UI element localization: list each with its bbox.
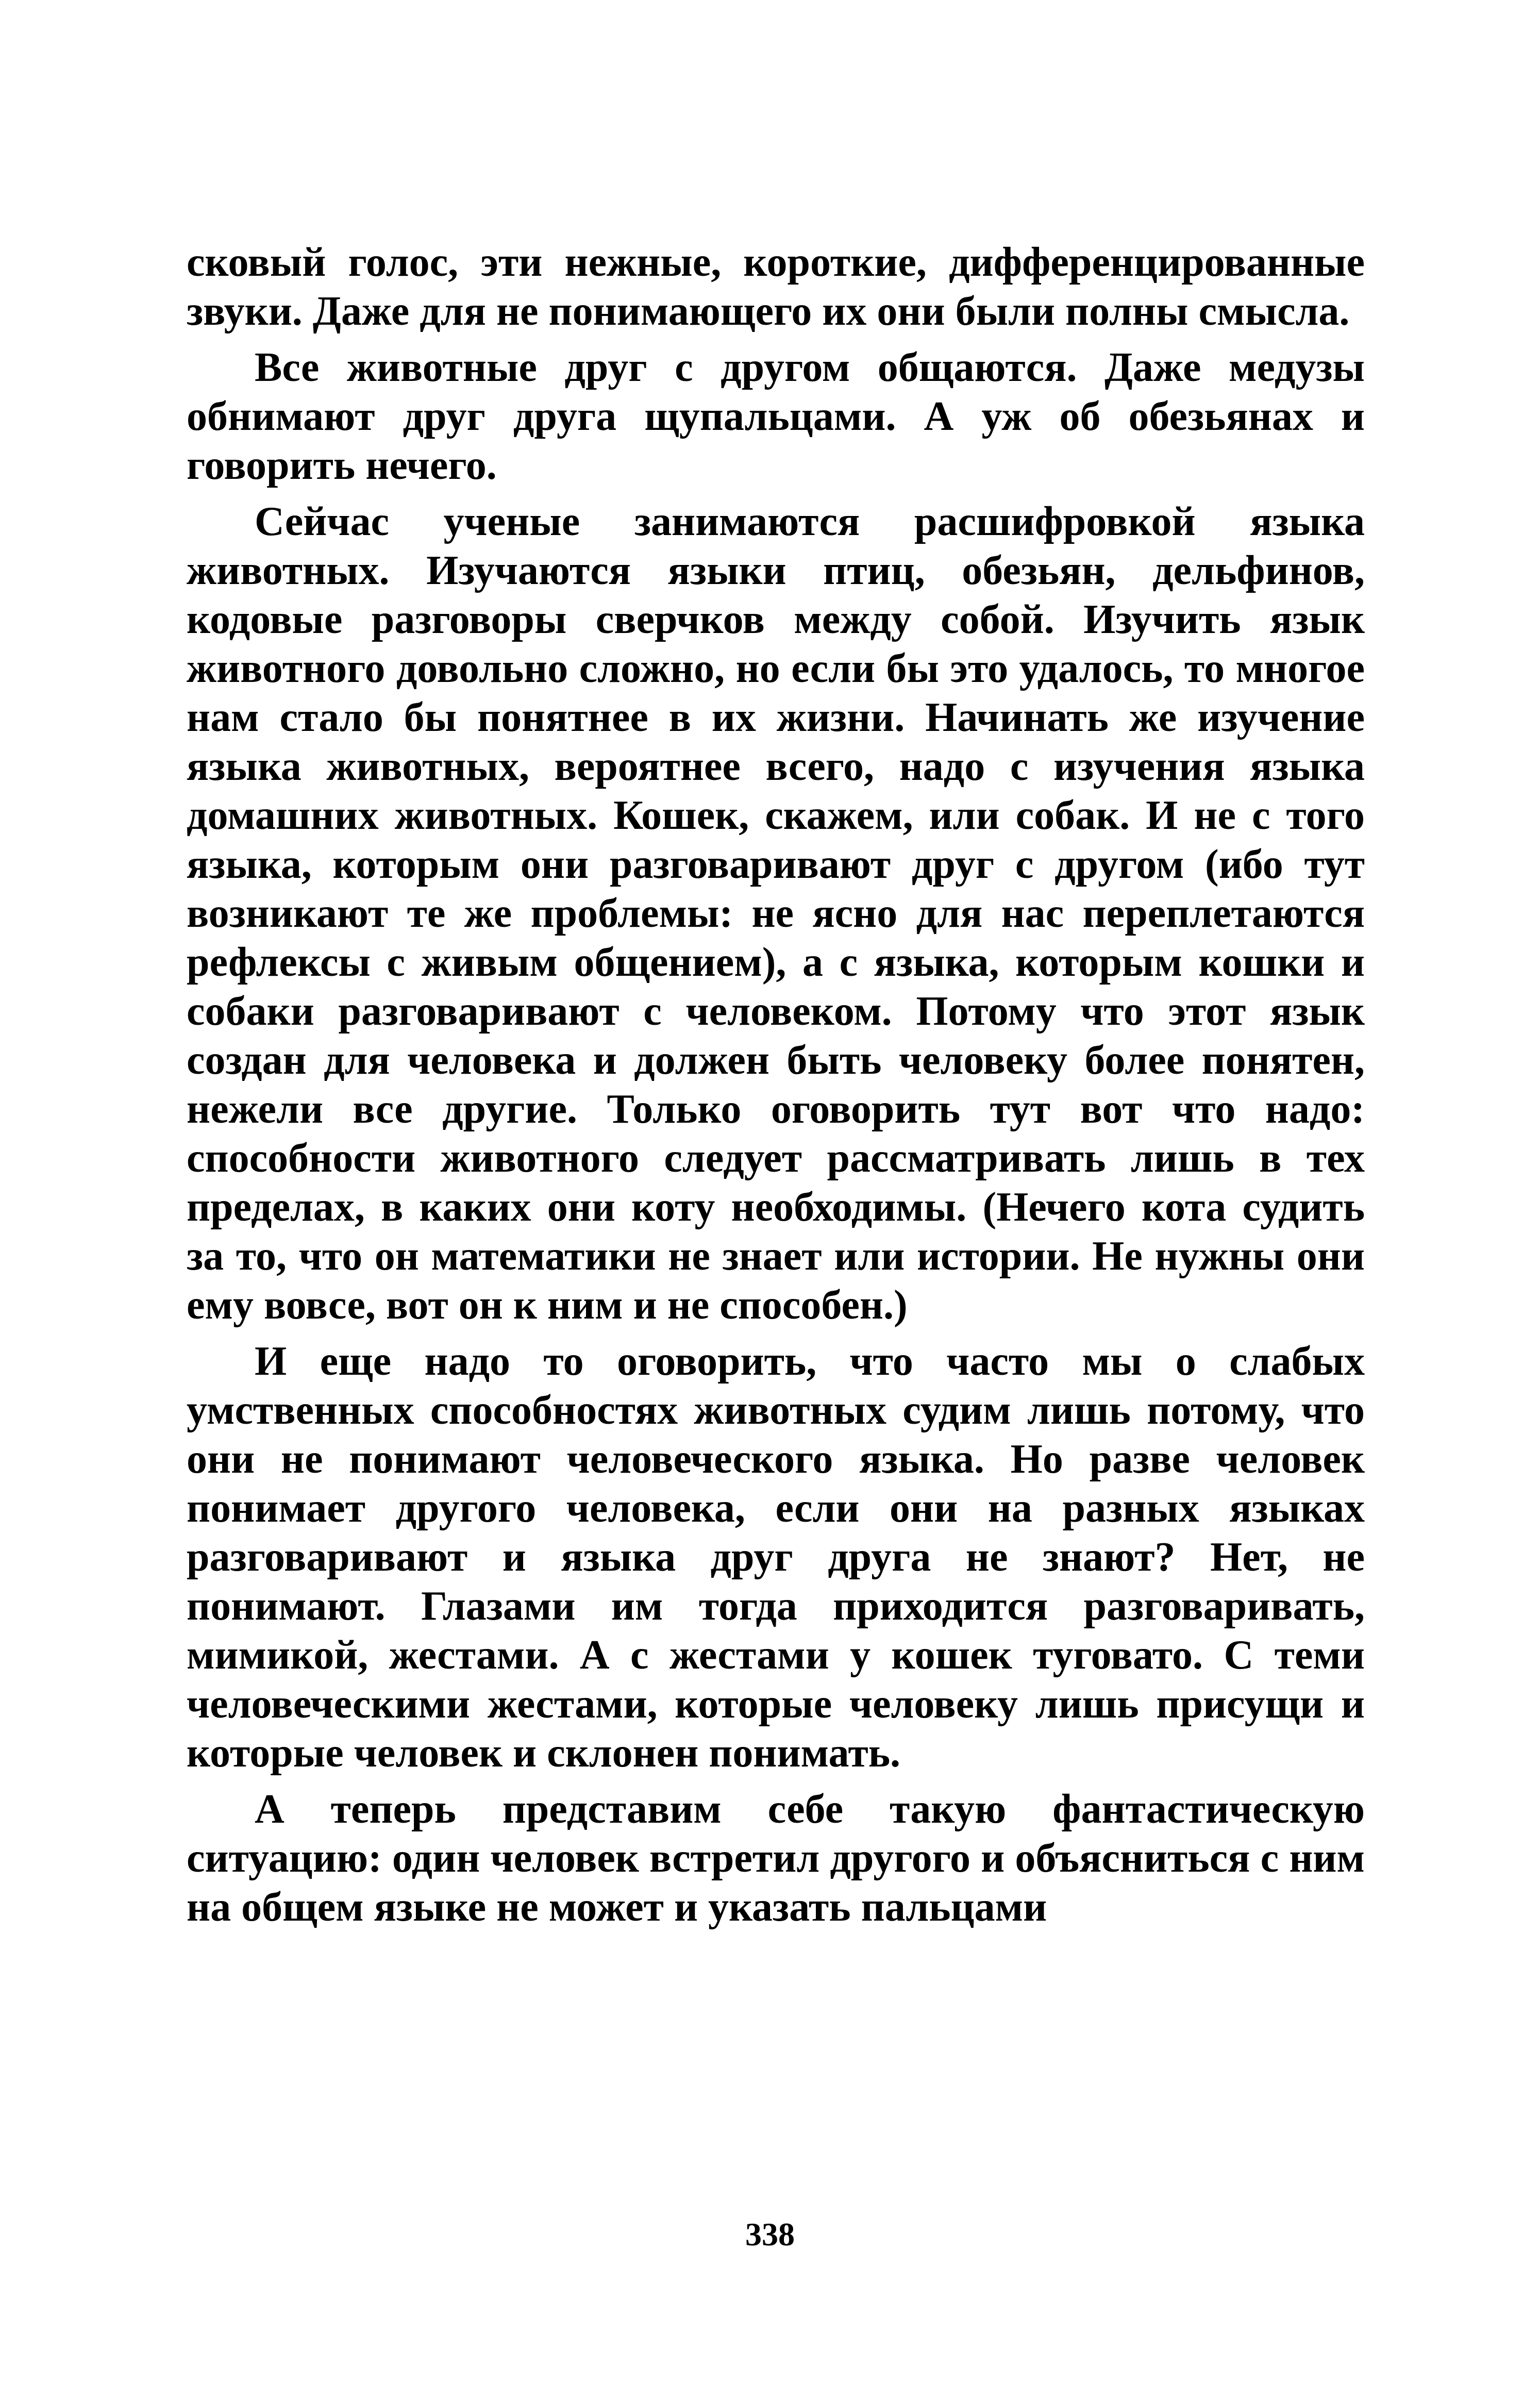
paragraph-3: Сейчас ученые занимаются расшифровкой языка животных. Изучаются языки птиц, обезьян, дельфинов, кодовые разговоры сверчков между собой. Изучить язык животного довольно сложно, но если бы это удалось, то многое нам стало бы понятнее в их жизни. Начинать же изучение языка животных, вероятнее всего, надо с изучения языка домашних животных. Кошек, скажем, или собак. И не с того языка, которым они разговаривают друг с другом (ибо тут возникают те же проблемы: не ясно для нас переплетаются рефлексы с живым общением), а с языка, которым кошки и собаки разговаривают с человеком. Потому что этот язык создан для человека и должен быть человеку более понятен, нежели все другие. Только оговорить тут вот что надо: способности животного следует рассматривать лишь в тех пределах, в каких они коту необходимы. (Нечего кота судить за то, что он математики не знает или истории. Не нужны они ему вовсе, вот он к ним и не способен.) — [187, 499, 1365, 1328]
page-body — [187, 238, 1365, 1939]
paragraph-1: сковый голос, эти нежные, короткие, дифференцированные звуки. Даже для не понимающего их они были полны смысла. — [187, 240, 1365, 334]
paragraph-2: Все животные друг с другом общаются. Даже медузы обнимают друг друга щупальцами. А уж об обезьянах и говорить нечего. — [187, 345, 1365, 488]
paragraph-5: А теперь представим себе такую фантастическую ситуацию: один человек встретил другого и объясниться с ним на общем языке не может и указать пальцами — [187, 1787, 1365, 1930]
paragraph-4: И еще надо то оговорить, что часто мы о слабых умственных способностях животных судим лишь потому, что они не понимают человеческого языка. Но разве человек понимает другого человека, если они на разных языках разговаривают и языка друг друга не знают? Нет, не понимают. Глазами им тогда приходится разговаривать, мимикой, жестами. А с жестами у кошек туговато. С теми человеческими жестами, которые человеку лишь присущи и которые человек и склонен понимать. — [187, 1339, 1365, 1776]
page-number: 338 — [745, 2216, 795, 2253]
